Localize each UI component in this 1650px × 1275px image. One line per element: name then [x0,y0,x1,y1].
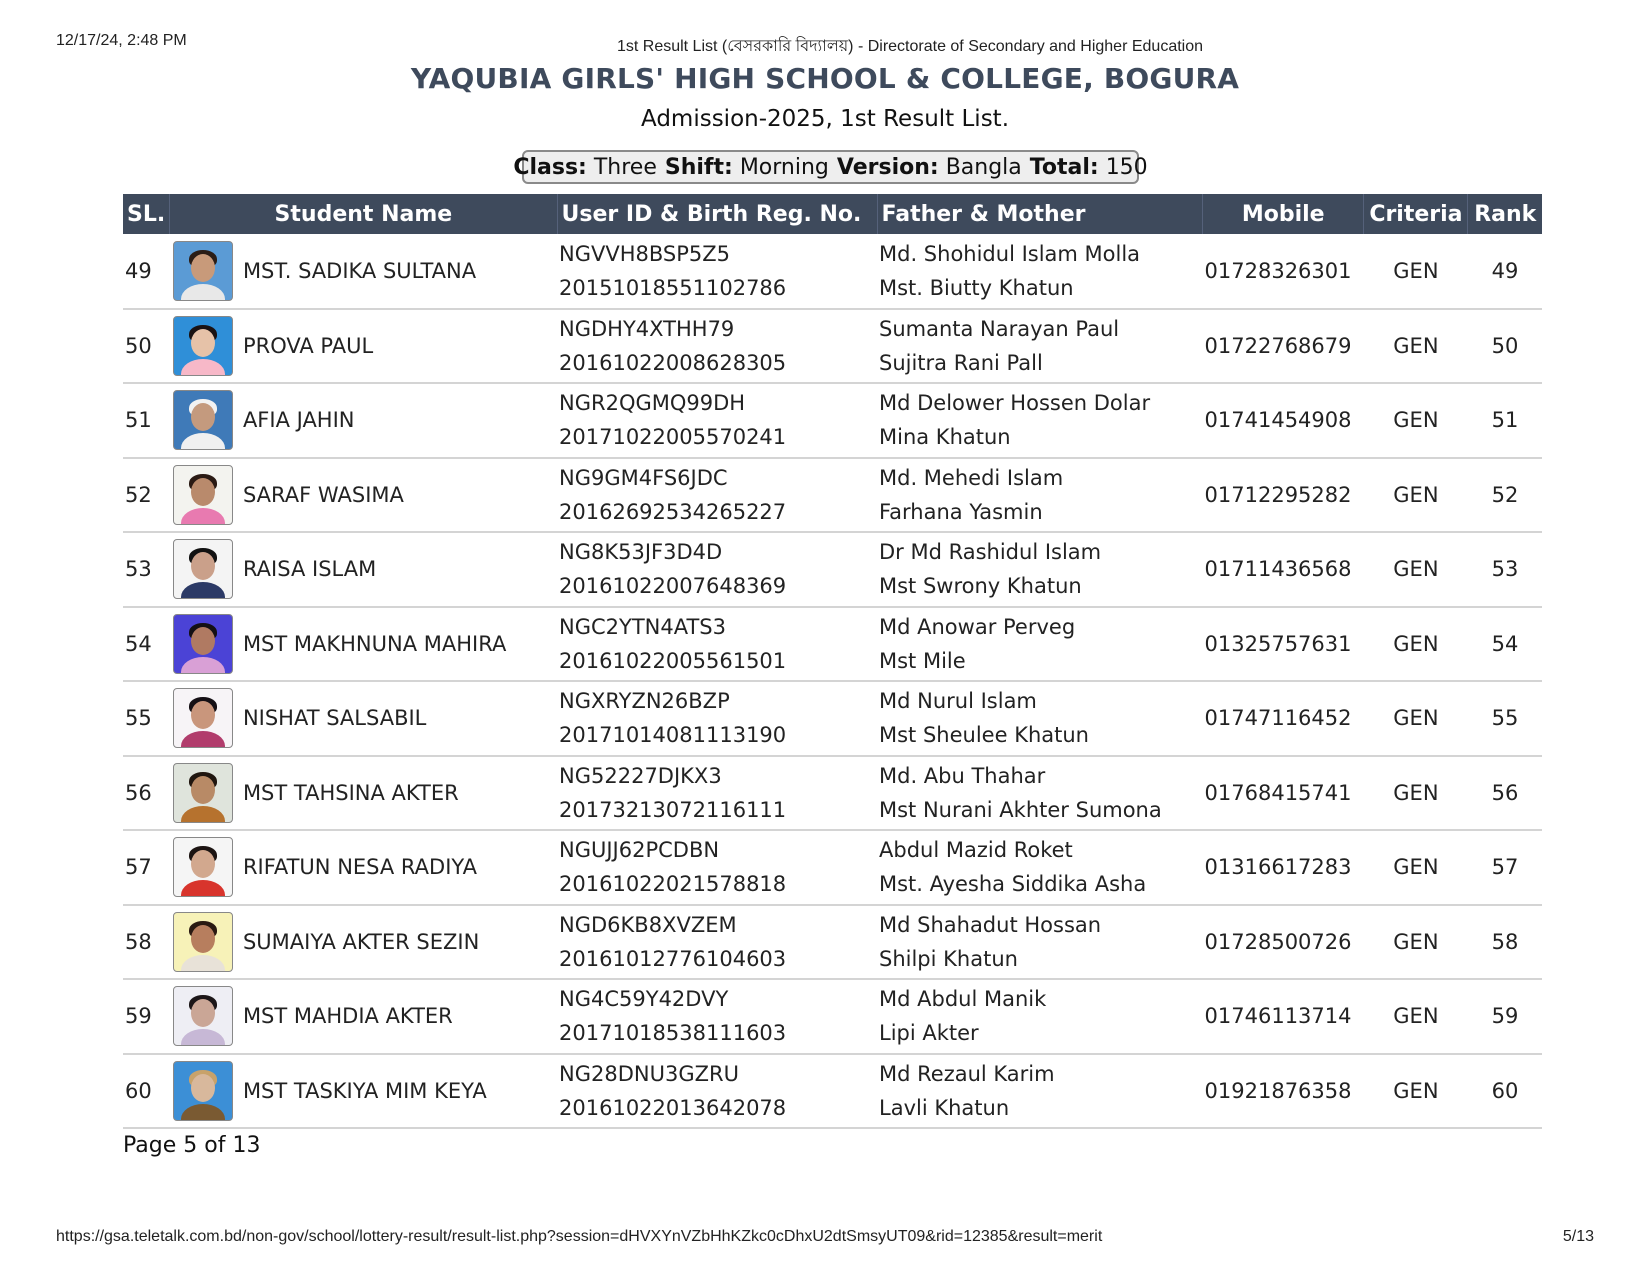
cell-photo [170,383,241,458]
user-id: NG8K53JF3D4D [559,540,723,565]
cell-criteria: GEN [1393,333,1439,358]
table-row [123,607,1542,682]
table-header-row [123,194,1542,234]
cell-sl: 57 [125,855,152,880]
cell-parents [877,681,1203,756]
student-photo [173,763,233,823]
result-list-subtitle: Admission-2025, 1st Result List. [640,106,1010,132]
birth-reg-no: 20171018538111603 [559,1021,787,1046]
cell-mobile: 01741454908 [1204,408,1352,433]
cell-criteria: GEN [1393,855,1439,880]
cell-sl: 51 [125,408,152,433]
user-id: NGR2QGMQ99DH [559,391,746,416]
result-table-body [123,234,1542,1128]
father-name: Sumanta Narayan Paul [879,316,1120,341]
mother-name: Mst. Biutty Khatun [879,275,1074,300]
cell-user-id [557,979,877,1054]
class-value: Three [593,154,657,180]
table-row [123,309,1542,384]
photo-body-shape [181,880,225,897]
father-name: Md Abdul Manik [879,987,1047,1012]
total-label: Total: [1029,154,1099,180]
cell-user-id [557,458,877,533]
photo-head-shape [191,776,215,804]
user-id: NG28DNU3GZRU [559,1061,739,1086]
photo-head-shape [191,329,215,357]
col-header-rank: Rank [1474,201,1537,227]
print-page-title: 1st Result List (বেসরকারি বিদ্যালয়) - Directorate of Secondary and Higher Education [616,38,1204,55]
user-id: NGC2YTN4ATS3 [559,614,727,639]
table-row [123,1054,1542,1129]
cell-user-id [557,532,877,607]
birth-reg-no: 20162692534265227 [559,499,787,524]
cell-photo [170,309,241,384]
col-header-student-name: Student Name [170,194,557,234]
student-photo [173,986,233,1046]
table-row [123,905,1542,980]
school-name: YAQUBIA GIRLS' HIGH SCHOOL & COLLEGE, BOGURA [410,62,1240,95]
cell-parents [877,607,1203,682]
cell-student-name: SARAF WASIMA [242,482,404,507]
footer-page-count: 5/13 [1562,1228,1594,1245]
user-id: NGVVH8BSP5Z5 [559,241,731,266]
cell-parents [877,1054,1203,1129]
cell-photo [170,234,241,309]
cell-parents [877,383,1203,458]
cell-user-id [557,309,877,384]
mother-name: Mst Mile [879,648,966,673]
cell-criteria: GEN [1393,929,1439,954]
cell-user-id [557,905,877,980]
cell-rank: 51 [1491,408,1519,433]
cell-sl: 56 [125,780,152,805]
birth-reg-no: 20161022005561501 [559,648,787,673]
cell-rank: 58 [1491,929,1519,954]
father-name: Md Shahadut Hossan [879,912,1102,937]
cell-mobile: 01921876358 [1204,1078,1352,1103]
cell-student-name: MST MAKHNUNA MAHIRA [242,631,507,656]
cell-mobile: 01768415741 [1204,780,1352,805]
cell-photo [170,830,241,905]
photo-head-shape [191,478,215,506]
cell-user-id [557,234,877,309]
cell-criteria: GEN [1393,1004,1439,1029]
cell-parents [877,830,1203,905]
mother-name: Mst. Ayesha Siddika Asha [879,872,1147,897]
photo-head-shape [191,627,215,655]
student-photo [173,1061,233,1121]
cell-student-name: SUMAIYA AKTER SEZIN [242,929,480,954]
cell-student-name: NISHAT SALSABIL [242,706,427,731]
birth-reg-no: 20173213072116111 [559,797,787,822]
cell-user-id [557,607,877,682]
birth-reg-no: 20171014081113190 [559,723,787,748]
student-photo [173,837,233,897]
photo-head-shape [191,403,215,431]
table-row [123,979,1542,1054]
student-photo [173,390,233,450]
cell-criteria: GEN [1393,780,1439,805]
cell-user-id [557,756,877,831]
photo-body-shape [181,359,225,376]
version-value: Bangla [945,154,1022,180]
student-photo [173,465,233,525]
photo-head-shape [191,999,215,1027]
shift-value: Morning [739,154,829,180]
col-header-user-id: User ID & Birth Reg. No. [557,194,877,234]
cell-criteria: GEN [1393,631,1439,656]
cell-rank: 53 [1491,557,1519,582]
photo-body-shape [181,1104,225,1121]
version-label: Version: [836,154,939,180]
cell-criteria: GEN [1393,706,1439,731]
cell-mobile: 01325757631 [1204,631,1352,656]
user-id: NGDHY4XTHH79 [559,316,735,341]
cell-photo [170,1054,241,1129]
user-id: NGXRYZN26BZP [559,689,730,714]
photo-head-shape [191,1074,215,1102]
photo-head-shape [191,552,215,580]
birth-reg-no: 20171022005570241 [559,425,787,450]
print-datetime: 12/17/24, 2:48 PM [56,32,187,49]
cell-sl: 53 [125,557,152,582]
cell-criteria: GEN [1393,258,1439,283]
cell-photo [170,756,241,831]
mother-name: Mst Sheulee Khatun [879,723,1089,748]
photo-body-shape [181,657,225,674]
cell-mobile: 01712295282 [1204,482,1352,507]
cell-mobile: 01722768679 [1204,333,1352,358]
cell-student-name: AFIA JAHIN [242,408,355,433]
cell-parents [877,234,1203,309]
table-row [123,830,1542,905]
mother-name: Lavli Khatun [879,1095,1010,1120]
student-photo [173,688,233,748]
photo-body-shape [181,955,225,972]
cell-parents [877,309,1203,384]
user-id: NG4C59Y42DVY [559,987,729,1012]
father-name: Abdul Mazid Roket [879,838,1073,863]
user-id: NG52227DJKX3 [559,763,722,788]
birth-reg-no: 20151018551102786 [559,275,787,300]
cell-rank: 52 [1491,482,1519,507]
cell-photo [170,458,241,533]
cell-parents [877,979,1203,1054]
cell-criteria: GEN [1393,482,1439,507]
birth-reg-no: 20161022007648369 [559,574,787,599]
footer-url: https://gsa.teletalk.com.bd/non-gov/school/lottery-result/result-list.php?session=dHVXYnVZbHhKZkc0cDhxU2dtSmsyUT09&rid=12385&result=merit [56,1228,1103,1245]
user-id: NG9GM4FS6JDC [559,465,728,490]
cell-mobile: 01728326301 [1204,258,1352,283]
photo-head-shape [191,850,215,878]
cell-sl: 50 [125,333,152,358]
mother-name: Mina Khatun [879,425,1011,450]
page-number: Page 5 of 13 [123,1133,261,1158]
cell-rank: 56 [1491,780,1519,805]
father-name: Md. Mehedi Islam [879,465,1064,490]
mother-name: Mst Swrony Khatun [879,574,1082,599]
photo-head-shape [191,254,215,282]
cell-parents [877,458,1203,533]
photo-body-shape [181,508,225,525]
student-photo [173,316,233,376]
birth-reg-no: 20161022008628305 [559,350,787,375]
mother-name: Shilpi Khatun [879,946,1018,971]
cell-student-name: RAISA ISLAM [242,557,377,582]
cell-parents [877,532,1203,607]
cell-rank: 59 [1491,1004,1519,1029]
photo-body-shape [181,433,225,450]
cell-rank: 50 [1491,333,1519,358]
father-name: Md Delower Hossen Dolar [879,391,1151,416]
table-row [123,532,1542,607]
table-row [123,458,1542,533]
class-label: Class: [513,154,587,180]
table-row [123,756,1542,831]
cell-mobile: 01728500726 [1204,929,1352,954]
student-photo [173,539,233,599]
col-header-parents: Father & Mother [877,194,1203,234]
cell-user-id [557,681,877,756]
cell-student-name: MST TASKIYA MIM KEYA [242,1078,487,1103]
cell-criteria: GEN [1393,1078,1439,1103]
cell-rank: 57 [1491,855,1519,880]
cell-mobile: 01746113714 [1204,1004,1352,1029]
table-row [123,383,1542,458]
cell-sl: 59 [125,1004,152,1029]
photo-body-shape [181,1029,225,1046]
cell-user-id [557,383,877,458]
father-name: Dr Md Rashidul Islam [879,540,1102,565]
cell-rank: 49 [1491,258,1519,283]
cell-sl: 52 [125,482,152,507]
mother-name: Mst Nurani Akhter Sumona [879,797,1162,822]
student-photo [173,241,233,301]
col-header-mobile: Mobile [1203,194,1364,234]
cell-student-name: MST. SADIKA SULTANA [242,258,477,283]
cell-student-name: RIFATUN NESA RADIYA [242,855,477,880]
class-info-box [513,150,1148,184]
cell-photo [170,532,241,607]
photo-head-shape [191,701,215,729]
cell-photo [170,681,241,756]
photo-body-shape [181,582,225,599]
student-photo [173,912,233,972]
cell-mobile: 01711436568 [1204,557,1352,582]
user-id: NGD6KB8XVZEM [559,912,737,937]
photo-body-shape [181,806,225,823]
cell-student-name: PROVA PAUL [242,333,374,358]
birth-reg-no: 20161022013642078 [559,1095,787,1120]
birth-reg-no: 20161022021578818 [559,872,787,897]
cell-user-id [557,830,877,905]
father-name: Md Rezaul Karim [879,1061,1055,1086]
student-photo [173,614,233,674]
shift-label: Shift: [664,154,733,180]
col-header-sl: SL. [123,194,170,234]
table-row [123,681,1542,756]
father-name: Md Anowar Perveg [879,614,1076,639]
cell-photo [170,905,241,980]
cell-sl: 54 [125,631,152,656]
photo-head-shape [191,925,215,953]
cell-sl: 58 [125,929,152,954]
cell-rank: 55 [1491,706,1519,731]
photo-body-shape [181,731,225,748]
cell-rank: 54 [1491,631,1519,656]
cell-sl: 60 [125,1078,152,1103]
cell-criteria: GEN [1393,408,1439,433]
father-name: Md. Shohidul Islam Molla [879,241,1141,266]
mother-name: Farhana Yasmin [879,499,1043,524]
cell-rank: 60 [1491,1078,1519,1103]
cell-sl: 55 [125,706,152,731]
cell-user-id [557,1054,877,1129]
photo-body-shape [181,284,225,301]
cell-student-name: MST MAHDIA AKTER [242,1004,453,1029]
cell-photo [170,979,241,1054]
birth-reg-no: 20161012776104603 [559,946,787,971]
cell-parents [877,756,1203,831]
father-name: Md. Abu Thahar [879,763,1046,788]
table-row [123,234,1542,309]
mother-name: Lipi Akter [879,1021,979,1046]
user-id: NGUJJ62PCDBN [559,838,720,863]
result-table [123,194,1542,1129]
cell-sl: 49 [125,258,152,283]
total-value: 150 [1105,154,1148,180]
cell-mobile: 01747116452 [1204,706,1352,731]
cell-criteria: GEN [1393,557,1439,582]
cell-photo [170,607,241,682]
col-header-criteria: Criteria [1364,194,1468,234]
cell-parents [877,905,1203,980]
father-name: Md Nurul Islam [879,689,1037,714]
mother-name: Sujitra Rani Pall [879,350,1043,375]
cell-student-name: MST TAHSINA AKTER [242,780,459,805]
cell-mobile: 01316617283 [1204,855,1352,880]
